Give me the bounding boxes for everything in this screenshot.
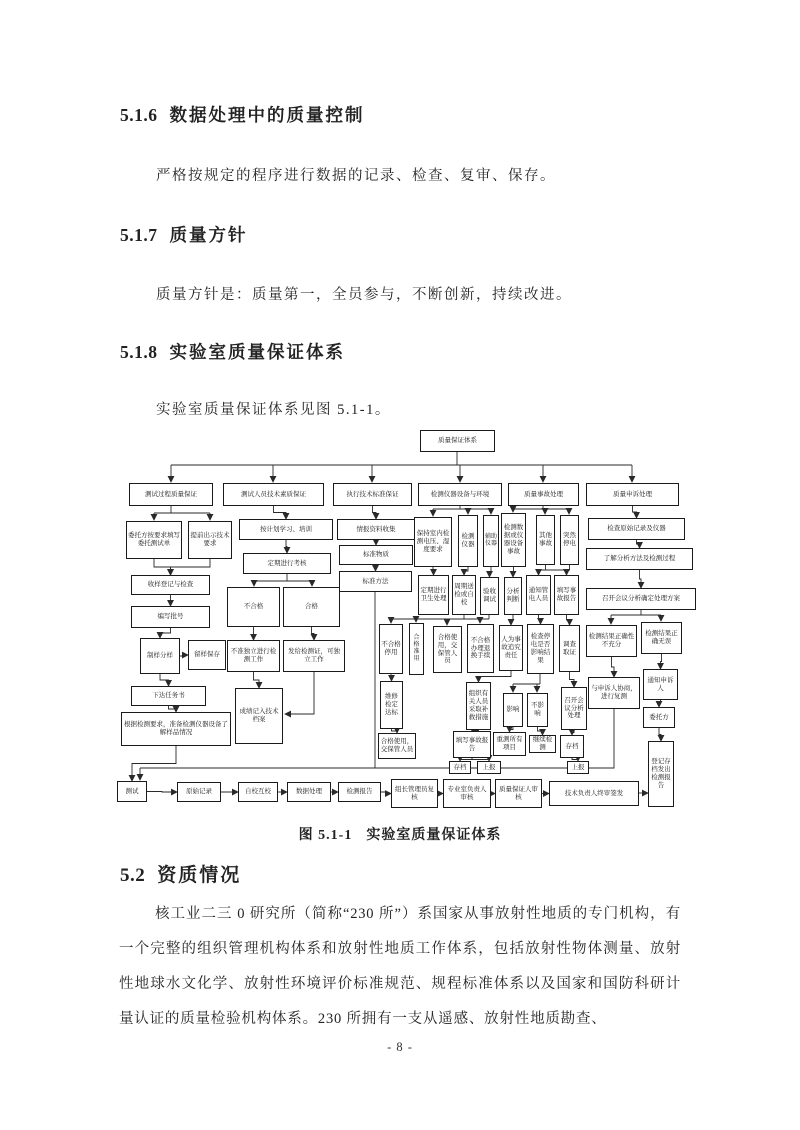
flow-node-i6: 召开会议分析处理 — [561, 687, 587, 730]
flow-node-g6: 填写事故报告 — [554, 575, 579, 615]
section-title: 资质情况 — [157, 865, 242, 886]
paragraph-5-1-7: 质量方针是：质量第一，全员参与，不断创新，持续改进。 — [156, 287, 572, 303]
flow-node-g3: 验收调试 — [480, 577, 499, 615]
flow-node-e3: 标准方法 — [339, 571, 412, 592]
section-number: 5.1.7 — [120, 225, 158, 245]
flow-node-a3: 执行技术标准保证 — [333, 483, 412, 506]
flow-node-i3: 组织有关人员采取补救措施 — [466, 682, 491, 730]
flow-node-d3: 不合格 — [227, 587, 280, 627]
flow-node-a5: 质量事故处理 — [508, 483, 579, 506]
section-number: 5.1.8 — [120, 342, 158, 362]
paragraph-5-2: 核工业二三 0 研究所（简称“230 所”）系国家从事放射性地质的专门机构，有一个完整的组织管理机构体系和放射性地质工作体系，包括放射性物体测量、放射性地球水文化学、放射性环境评价标准规范、规程标准体系以及国家和国防科研计量认证的质量检验机构体系。230 所拥有一支从遥感、放射性地质勘查、 — [119, 906, 681, 1027]
flow-node-c5: 下达任务书 — [131, 686, 206, 706]
flow-node-c6: 根据检测要求，准备检测仪器设备了解样品情况 — [121, 712, 231, 746]
flow-node-i2: 合格使用，交保管人员 — [378, 733, 416, 759]
flow-node-j7: 上报 — [567, 761, 589, 774]
flow-node-d6: 发给检测证，可独立工作 — [283, 640, 345, 672]
flow-node-g4: 分析判断 — [504, 577, 522, 615]
flow-node-c3: 制样分样 — [140, 638, 180, 674]
flow-node-j3: 上报 — [477, 761, 501, 774]
flow-node-k3: 召开会议分析确定处理方案 — [586, 588, 696, 610]
flow-node-h6: 合格使用，交保管人员 — [433, 626, 462, 673]
flow-node-a2: 测试人员技术素质保证 — [223, 483, 324, 506]
flow-node-h2: 检查停电是否影响结果 — [527, 624, 554, 674]
paragraph-5-1-8: 实验室质量保证体系见图 5.1-1。 — [156, 402, 391, 418]
figure-caption-title: 实验室质量保证体系 — [366, 828, 502, 843]
flow-node-i5: 不影响 — [527, 693, 548, 727]
flow-node-j5: 继续检测 — [529, 735, 556, 753]
flow-node-l5: 检测报告 — [338, 782, 381, 802]
section-title: 质量方针 — [169, 225, 248, 245]
flow-node-l2: 原始记录 — [177, 782, 221, 802]
flow-node-l1: 测试 — [117, 781, 147, 802]
section-title: 实验室质量保证体系 — [169, 342, 345, 362]
flow-node-k5: 检测结果正确无误 — [641, 622, 682, 654]
flow-node-h7: 不合格办理退换手续 — [467, 624, 494, 673]
page-number: - 8 - — [387, 1040, 413, 1054]
flow-node-d5: 不准独立进行检测工作 — [227, 640, 280, 672]
flow-node-d4: 合格 — [283, 587, 340, 627]
flow-node-l8: 质量保证人审核 — [495, 779, 542, 808]
flow-node-k4: 检测结果正确性不充分 — [586, 625, 637, 657]
flow-node-d1: 按计划学习、培训 — [239, 519, 333, 540]
flow-node-j2: 存档 — [449, 761, 471, 774]
flow-node-k8: 委托方 — [643, 707, 675, 728]
flow-node-h4: 不合格停用 — [379, 624, 403, 674]
section-title: 数据处理中的质量控制 — [169, 105, 365, 125]
flow-node-j6: 存档 — [560, 735, 584, 758]
flow-node-f3: 辅助仪器 — [483, 515, 499, 567]
flow-node-g5: 通知管电人员 — [526, 575, 551, 615]
flow-node-g1: 定期进行卫生处理 — [418, 575, 449, 615]
flow-node-a6: 质量申诉处理 — [586, 483, 679, 506]
flow-node-d7: 成绩记入技术档案 — [235, 688, 283, 744]
flow-node-l4: 数据处理 — [287, 782, 331, 802]
paragraph-5-1-6: 严格按规定的程序进行数据的记录、检查、复审、保存。 — [156, 168, 556, 184]
flow-node-c1: 收样登记与检查 — [131, 575, 210, 595]
flow-node-i4: 影响 — [503, 693, 523, 727]
flow-node-l6: 组长管理员复核 — [391, 779, 438, 808]
flow-node-f1: 保持室内检测电压、湿度要求 — [414, 517, 452, 567]
flow-node-b2: 提前出示技术要求 — [188, 521, 232, 559]
flow-node-k2: 了解分析方法及检测过程 — [586, 548, 693, 570]
flow-node-l9: 技术负责人终审签发 — [549, 781, 639, 806]
flow-node-k7: 通知申诉人 — [643, 669, 678, 700]
flow-node-e1: 情报资料收集 — [337, 519, 415, 540]
figure-caption-number: 图 5.1-1 — [298, 828, 353, 843]
flow-node-c2: 编写批号 — [131, 606, 210, 628]
section-number: 5.2 — [120, 865, 146, 886]
flow-node-k1: 检查原始记录及仪器 — [588, 518, 685, 540]
flow-node-a4: 检测仪器设备与环境 — [418, 483, 502, 506]
flow-node-h3: 调查取证 — [559, 625, 580, 672]
flow-node-k9: 登记存档发出检测报告 — [648, 741, 674, 807]
flow-node-f6: 突然停电 — [560, 515, 579, 565]
flow-node-f5: 其他事故 — [536, 515, 555, 565]
flow-node-c4: 留样保存 — [188, 640, 226, 670]
flow-node-d2: 定期进行考核 — [243, 553, 331, 574]
flow-node-i1: 维修检定达标 — [380, 681, 403, 729]
section-number: 5.1.6 — [120, 105, 158, 125]
flow-node-f4: 检测数据或仪器设备事故 — [501, 513, 526, 567]
flow-node-f2: 检测仪器 — [458, 515, 478, 567]
flow-node-k6: 与申诉人协商，进行复测 — [588, 677, 640, 709]
flow-node-h5: 合格准用 — [409, 623, 424, 675]
flow-node-l7: 专业室负责人审核 — [443, 779, 491, 808]
flow-node-t0: 质量保证体系 — [420, 430, 495, 452]
flow-node-j4: 重测所有项目 — [493, 732, 526, 756]
flow-node-j1: 填写事故报告 — [453, 731, 491, 758]
flow-node-h1: 人为事故追究责任 — [499, 625, 523, 671]
flow-node-b1: 委托方按要求填写委托测试单 — [126, 521, 182, 559]
flow-node-e2: 标准物质 — [339, 545, 413, 565]
flow-node-g2: 周期送检或自校 — [452, 575, 476, 615]
flow-node-l3: 自校互校 — [238, 782, 278, 802]
flow-node-a1: 测试过程质量保证 — [129, 483, 213, 506]
